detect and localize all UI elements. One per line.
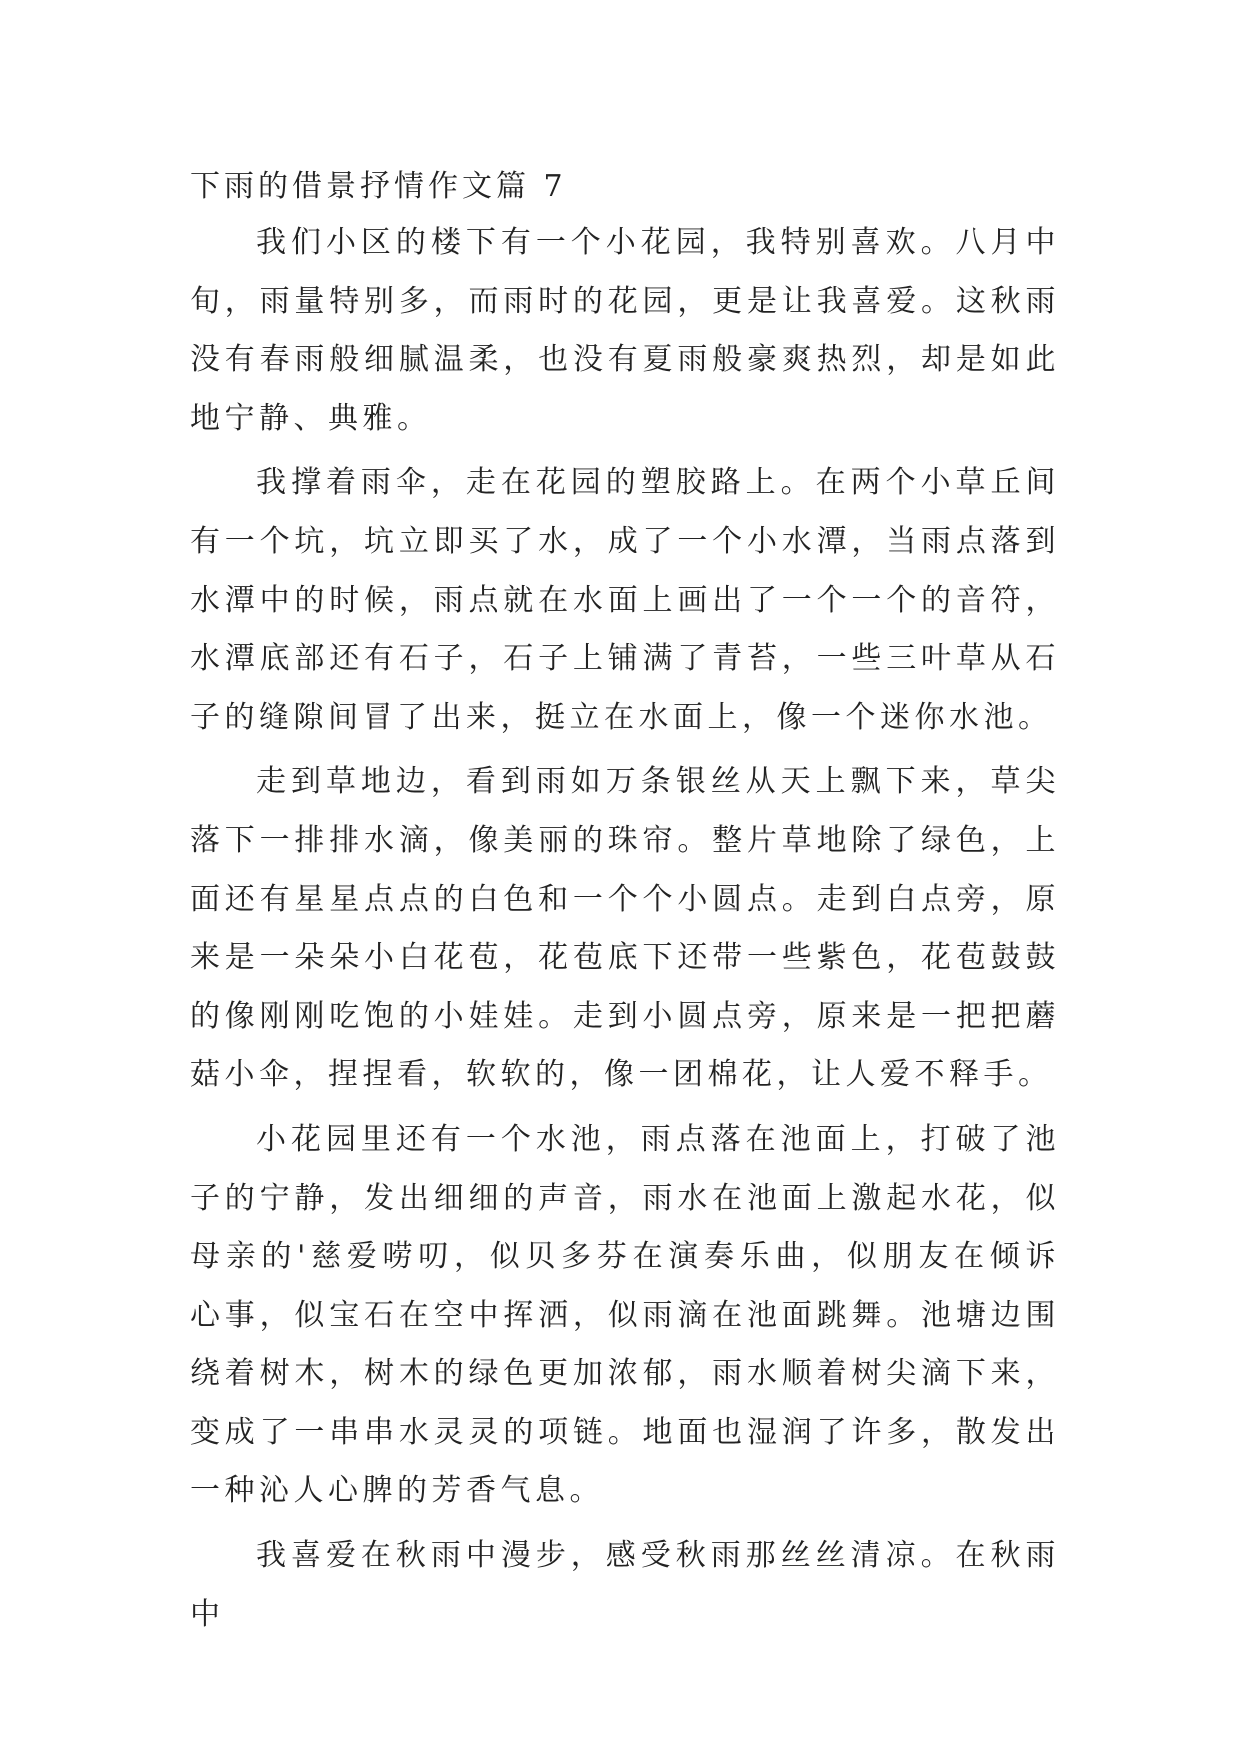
- paragraph-4: 小花园里还有一个水池，雨点落在池面上，打破了池子的宁静，发出细细的声音，雨水在池面上激起水花，似母亲的'慈爱唠叨，似贝多芬在演奏乐曲，似朋友在倾诉心事，似宝石在空中挥洒，似雨滴在池面跳舞。池塘边围绕着树木，树木的绿色更加浓郁，雨水顺着树尖滴下来，变成了一串串水灵灵的项链。地面也湿润了许多，散发出一种沁人心脾的芳香气息。: [190, 1121, 1060, 1509]
- paragraph-5: 我喜爱在秋雨中漫步，感受秋雨那丝丝清凉。在秋雨中: [190, 1538, 1060, 1632]
- paragraph-1: 我们小区的楼下有一个小花园，我特别喜欢。八月中旬，雨量特别多，而雨时的花园，更是让我喜爱。这秋雨没有春雨般细腻温柔，也没有夏雨般豪爽热烈，却是如此地宁静、典雅。: [190, 225, 1060, 436]
- document-page: [190, 160, 1060, 1650]
- paragraph-3: 走到草地边，看到雨如万条银丝从天上飘下来，草尖落下一排排水滴，像美丽的珠帘。整片草地除了绿色，上面还有星星点点的白色和一个个小圆点。走到白点旁，原来是一朵朵小白花苞，花苞底下还带一些紫色，花苞鼓鼓的像刚刚吃饱的小娃娃。走到小圆点旁，原来是一把把蘑菇小伞，捏捏看，软软的，像一团棉花，让人爱不释手。: [190, 764, 1060, 1093]
- document-title: 下雨的借景抒情作文篇 7: [190, 169, 567, 204]
- paragraph-2: 我撑着雨伞，走在花园的塑胶路上。在两个小草丘间有一个坑，坑立即买了水，成了一个小水潭，当雨点落到水潭中的时候，雨点就在水面上画出了一个一个的音符，水潭底部还有石子，石子上铺满了青苔，一些三叶草从石子的缝隙间冒了出来，挺立在水面上，像一个迷你水池。: [190, 465, 1060, 735]
